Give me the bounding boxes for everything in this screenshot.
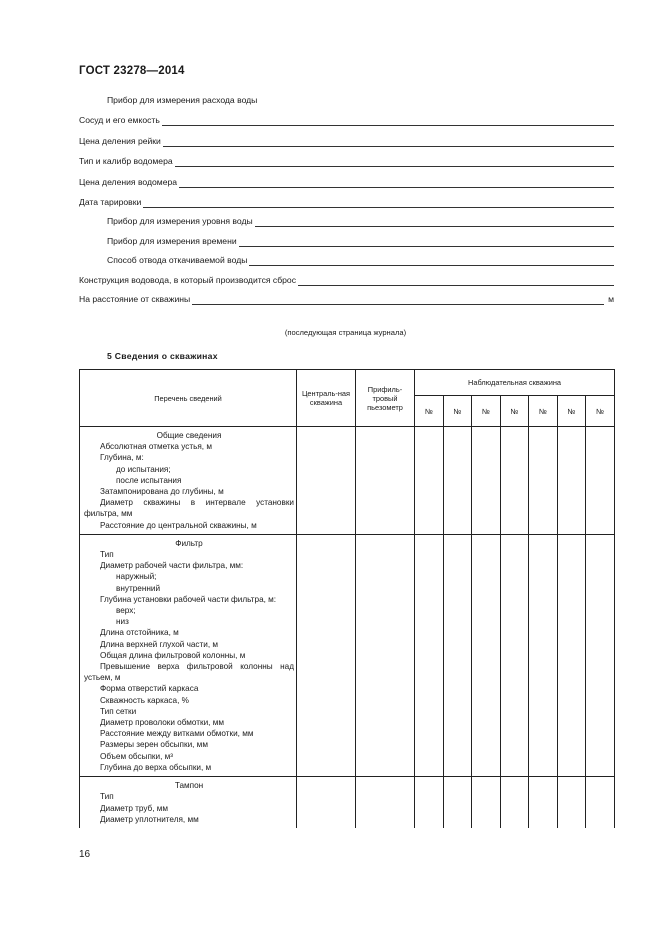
header-number: № (472, 396, 501, 427)
list-item: Объем обсыпки, м³ (100, 751, 173, 761)
list-item: Глубина до верха обсыпки, м (100, 762, 212, 772)
empty-cell[interactable] (529, 534, 558, 776)
list-item: Общая длина фильтровой колонны, м (100, 650, 246, 660)
empty-cell[interactable] (297, 427, 356, 535)
list-item: Форма отверстий каркаса (100, 684, 199, 694)
table-row-general (80, 427, 615, 535)
form-line-device-flow (107, 93, 259, 106)
empty-cell[interactable] (586, 534, 615, 776)
list-item: внутренний (116, 583, 161, 593)
header-piezometer: Прифиль-тровый пьезометр (356, 370, 415, 427)
header-number: № (558, 396, 586, 427)
empty-cell[interactable] (558, 534, 586, 776)
form-label: На расстояние от скважины (79, 294, 191, 304)
cell-tampon (80, 777, 297, 828)
empty-cell[interactable] (297, 777, 356, 828)
header-list: Перечень сведений (80, 370, 297, 427)
form-line-distance (79, 292, 614, 305)
empty-cell[interactable] (501, 534, 529, 776)
empty-cell[interactable] (444, 534, 472, 776)
header-central: Централь-ная скважина (297, 370, 356, 427)
list-item: Размеры зерен обсыпки, мм (100, 740, 208, 750)
form-label: Цена деления водомера (79, 177, 178, 187)
list-item: Превышение верха фильтровой колонны над устьем, м (84, 662, 294, 683)
document-header: ГОСТ 23278—2014 (79, 65, 185, 77)
form-line-vessel (79, 113, 614, 126)
list-item: до испытания; (116, 464, 171, 474)
cell-general (80, 427, 297, 535)
unit-label: м (608, 294, 614, 304)
list-item: Тип сетки (100, 706, 137, 716)
list-item: Тип (100, 792, 114, 802)
header-number: № (501, 396, 529, 427)
empty-cell[interactable] (472, 534, 501, 776)
fill-line[interactable] (192, 295, 604, 305)
wells-table (79, 369, 615, 828)
empty-cell[interactable] (415, 534, 444, 776)
list-item: Расстояние до центральной скважины, м (100, 520, 257, 530)
empty-cell[interactable] (297, 534, 356, 776)
block-title: Тампон (174, 781, 204, 791)
table-header-row (80, 370, 615, 396)
header-number: № (529, 396, 558, 427)
empty-cell[interactable] (356, 534, 415, 776)
fill-line[interactable] (249, 256, 614, 266)
empty-cell[interactable] (415, 427, 444, 535)
empty-cell[interactable] (529, 427, 558, 535)
form-line-device-time (107, 234, 614, 247)
list-item: наружный; (116, 572, 157, 582)
form-label: Дата тарировки (79, 197, 142, 207)
form-line-rod-division (79, 134, 614, 147)
list-item: Диаметр рабочей части фильтра, мм: (100, 561, 244, 571)
list-item: Диаметр труб, мм (100, 803, 169, 813)
list-item: Длина отстойника, м (100, 628, 179, 638)
empty-cell[interactable] (444, 777, 472, 828)
empty-cell[interactable] (356, 427, 415, 535)
empty-cell[interactable] (558, 777, 586, 828)
section-title: 5 Сведения о скважинах (107, 351, 218, 361)
form-line-pipe-design (79, 273, 614, 286)
table-row-filter (80, 534, 615, 776)
form-label: Прибор для измерения уровня воды (107, 216, 253, 226)
form-label: Тип и калибр водомера (79, 156, 173, 166)
header-number: № (586, 396, 615, 427)
page-caption: (последующая страница журнала) (284, 328, 407, 337)
fill-line[interactable] (239, 237, 614, 247)
list-item: Длина верхней глухой части, м (100, 639, 219, 649)
header-observation: Наблюдательная скважина (415, 370, 615, 396)
list-item: Затампонирована до глубины, м (100, 487, 224, 497)
empty-cell[interactable] (472, 427, 501, 535)
list-item: Расстояние между витками обмотки, мм (100, 729, 254, 739)
empty-cell[interactable] (356, 777, 415, 828)
table-row-tampon (80, 777, 615, 828)
form-line-meter-type (79, 154, 614, 167)
form-label: Сосуд и его емкость (79, 115, 160, 125)
list-item: Тип (100, 550, 114, 560)
header-number: № (415, 396, 444, 427)
form-line-meter-division (79, 175, 614, 188)
list-item: верх; (116, 606, 136, 616)
header-number: № (444, 396, 472, 427)
block-title: Общие сведения (156, 431, 222, 440)
block-title: Фильтр (175, 538, 203, 548)
fill-line[interactable] (143, 198, 614, 208)
form-label: Цена деления рейки (79, 136, 161, 146)
empty-cell[interactable] (501, 427, 529, 535)
page-number: 16 (79, 849, 91, 860)
fill-line[interactable] (163, 137, 614, 147)
list-item: Диаметр уплотнителя, мм (100, 814, 199, 824)
empty-cell[interactable] (586, 777, 615, 828)
fill-line[interactable] (162, 116, 614, 126)
empty-cell[interactable] (472, 777, 501, 828)
list-item: Диаметр скважины в интервале установки фильтра, мм (84, 498, 294, 519)
empty-cell[interactable] (444, 427, 472, 535)
list-item: низ (116, 617, 129, 627)
form-label: Прибор для измерения расхода воды (107, 95, 258, 105)
fill-line[interactable] (255, 217, 614, 227)
list-item: Диаметр проволоки обмотки, мм (100, 718, 224, 728)
form-line-pump-method (107, 253, 614, 266)
list-item: после испытания (116, 475, 182, 485)
form-label: Конструкция водовода, в который производится сброс (79, 275, 296, 285)
form-line-device-level (107, 214, 614, 227)
form-line-calibration-date (79, 195, 614, 208)
form-label: Способ отвода откачиваемой воды (107, 255, 248, 265)
cell-filter (80, 534, 297, 776)
fill-line[interactable] (179, 178, 614, 188)
fill-line[interactable] (298, 276, 614, 286)
fill-line[interactable] (175, 157, 614, 167)
form-label: Прибор для измерения времени (107, 236, 237, 246)
empty-cell[interactable] (529, 777, 558, 828)
list-item: Скважность каркаса, % (100, 695, 189, 705)
list-item: Глубина установки рабочей части фильтра, м: (100, 594, 277, 604)
empty-cell[interactable] (415, 777, 444, 828)
empty-cell[interactable] (501, 777, 529, 828)
list-item: Глубина, м: (100, 453, 144, 463)
list-item: Абсолютная отметка устья, м (100, 442, 212, 452)
empty-cell[interactable] (558, 427, 586, 535)
empty-cell[interactable] (586, 427, 615, 535)
